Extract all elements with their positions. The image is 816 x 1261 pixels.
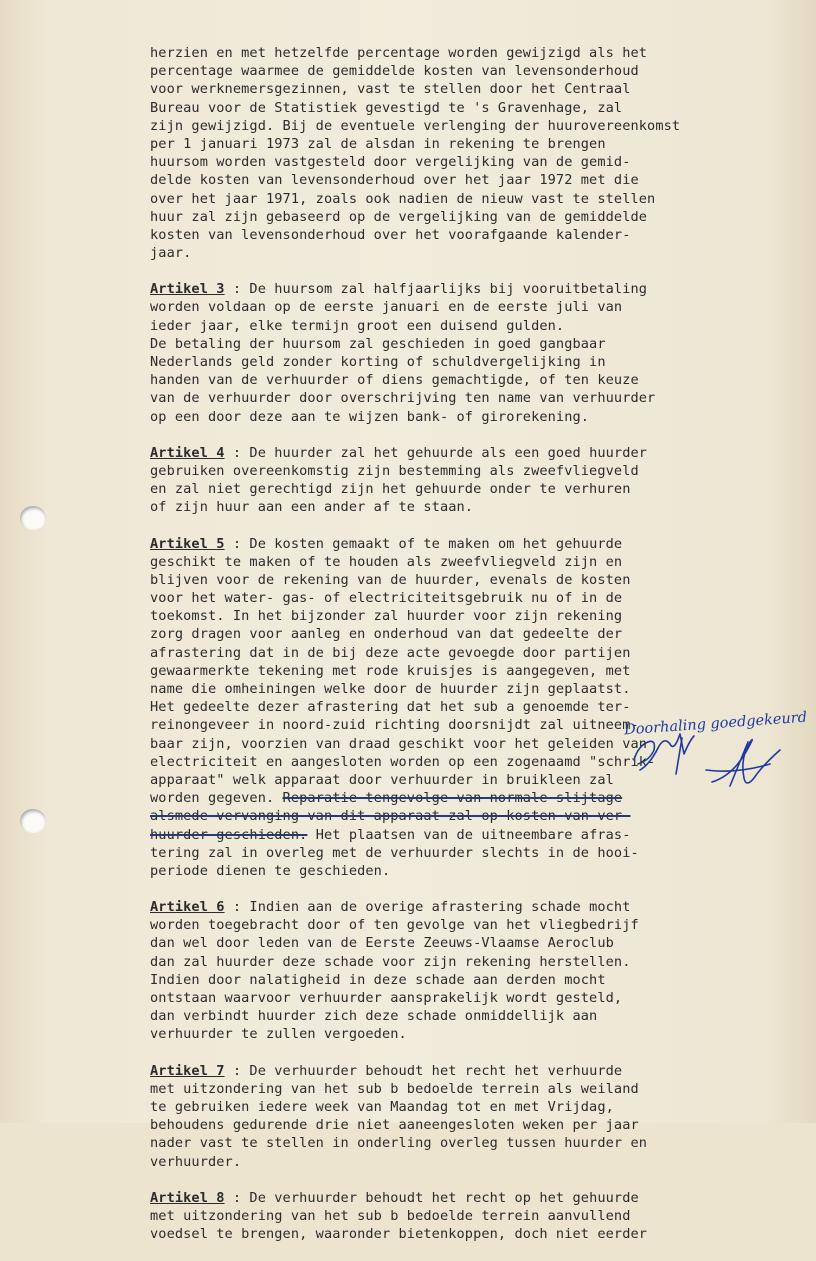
text-line: per 1 januari 1973 zal de alsdan in rekening te brengen: [150, 135, 606, 152]
text-line: zorg dragen voor aanleg en onderhoud van dat gedeelte der: [150, 626, 623, 643]
text-line: voor werknemersgezinnen, vast te stellen door het Centraal: [150, 81, 631, 98]
text-line: gewaarmerkte tekening met rode kruisjes is aangegeven, met: [150, 662, 631, 679]
text-line: toekomst. In het bijzonder zal huurder voor zijn rekening: [150, 608, 623, 625]
text-line: voor het water- gas- of electriciteitsgebruik nu of in de: [150, 590, 623, 607]
text-line: percentage waarmee de gemiddelde kosten van levensonderhoud: [150, 63, 639, 80]
article-heading: Artikel 7: [150, 1062, 225, 1079]
text-line: Nederlands geld zonder korting of schuldvergelijking in: [150, 354, 606, 370]
article-paragraph: [150, 1189, 648, 1244]
text-line: zijn gewijzigd. Bij de eventuele verlenging der huurovereenkomst: [150, 117, 681, 134]
text-line: huursom worden vastgesteld door vergelijking van de gemid-: [150, 154, 631, 171]
article-text: : De kosten gemaakt of te maken om het gehuurde: [224, 535, 623, 552]
article-heading: Artikel 5: [150, 535, 225, 552]
text-line: nader vast te stellen in onderling overleg tussen huurder en: [150, 1135, 648, 1152]
text-line: reinongeveer in noord-zuid richting doorsnijdt zal uitneem-: [150, 717, 639, 734]
struck-text: alsmede vervanging van dit apparaat zal op kosten van ver-: [150, 808, 631, 825]
text-line: name die omheiningen welke door de huurder zijn geplaatst.: [150, 681, 631, 697]
text-line: en zal niet gerechtigd zijn het gehuurde onder te verhuren: [150, 481, 631, 498]
text-line: te gebruiken iedere week van Maandag tot en met Vrijdag,: [150, 1098, 614, 1115]
text-line: ieder jaar, elke termijn groot een duisend gulden.: [150, 317, 565, 334]
text-line: van de verhuurder door overschrijving ten name van verhuurder: [150, 390, 656, 407]
text-line: verhuurder.: [150, 1153, 242, 1170]
text-line: delde kosten van levensonderhoud over het jaar 1972 met die: [150, 172, 639, 189]
article-text: : De verhuurder behoudt het recht het verhuurde: [224, 1062, 623, 1079]
struck-text: huurder geschieden.: [150, 826, 308, 843]
text-line: herzien en met hetzelfde percentage worden gewijzigd als het: [150, 45, 648, 61]
text-line: geschikt te maken of te houden als zweefvliegveld zijn en: [150, 553, 623, 570]
text-line: periode dienen te geschieden.: [150, 862, 391, 879]
text-line: met uitzondering van het sub b bedoelde terrein aanvullend: [150, 1207, 631, 1224]
text-line: [150, 1189, 639, 1207]
signature-stroke: [730, 742, 748, 786]
text-line: apparaat" welk apparaat door verhuurder in bruikleen zal: [150, 771, 614, 788]
text-line: met uitzondering van het sub b bedoelde terrein als weiland: [150, 1080, 639, 1097]
text-line: over het jaar 1971, zoals ook nadien de nieuw vast te stellen: [150, 190, 656, 207]
text-line: verhuurder te zullen vergoeden.: [150, 1026, 407, 1043]
text-line: afrastering dat in de bij deze acte gevoegde door partijen: [150, 644, 631, 661]
text-line: Bureau voor de Statistiek gevestigd te 's Gravenhage, zal: [150, 99, 623, 116]
text-line: Indien door nalatigheid in deze schade aan derden mocht: [150, 971, 606, 988]
text-line: baar zijn, voorzien van draad geschikt voor het geleiden van: [150, 735, 648, 752]
text-segment: Het plaatsen van de uitneembare afras-: [307, 826, 631, 843]
text-line: huur zal zijn gebaseerd op de vergelijking van de gemiddelde: [150, 208, 648, 225]
text-line: worden toegebracht door of ten gevolge van het vliegbedrijf: [150, 917, 639, 934]
text-line: ontstaan waarvoor verhuurder aansprakelijk wordt gesteld,: [150, 990, 623, 1006]
text-line: handen van de verhuurder of diens gemachtigde, of ten keuze: [150, 372, 639, 389]
struck-text: Reparatie tengevolge van normale slijtage: [282, 790, 623, 807]
text-line: gebruiken overeenkomstig zijn bestemming als zweefvliegveld: [150, 462, 639, 479]
article-text: : Indien aan de overige afrastering schade mocht: [224, 899, 631, 916]
article-text: : De huursom zal halfjaarlijks bij vooruitbetaling: [224, 281, 648, 298]
text-line: kosten van levensonderhoud over het voorafgaande kalender-: [150, 226, 631, 243]
article-text: : De huurder zal het gehuurde als een goed huurder: [224, 444, 648, 461]
article-heading: Artikel 4: [150, 444, 225, 461]
text-line: behoudens gedurende drie niet aaneengesloten weken per jaar: [150, 1117, 639, 1134]
handwritten-annotation: Doorhaling goedgekeurd: [623, 709, 808, 739]
text-line: De betaling der huursom zal geschieden in goed gangbaar: [150, 335, 606, 352]
initials-stroke: [640, 734, 694, 770]
text-line: jaar.: [150, 245, 192, 262]
article-heading: Artikel 6: [150, 899, 225, 916]
text-segment: worden gegeven.: [150, 790, 283, 807]
text-line: tering zal in overleg met de verhuurder slechts in de hooi-: [150, 844, 639, 861]
article-heading: Artikel 3: [150, 281, 225, 298]
text-line: electriciteit en aangesloten worden op een zogenaamd "schrik-: [150, 753, 656, 770]
text-line: dan verbindt huurder zich deze schade onmiddellijk aan: [150, 1008, 598, 1025]
text-line: Het gedeelte dezer afrastering dat het sub a genoemde ter-: [150, 699, 631, 716]
text-line: worden voldaan op de eerste januari en de eerste juli van: [150, 299, 623, 316]
text-line: blijven voor de rekening van de huurder, evenals de kosten: [150, 571, 631, 588]
text-line: voedsel te brengen, waaronder bietenkoppen, doch niet eerder: [150, 1226, 648, 1243]
article-heading: Artikel 8: [150, 1189, 225, 1206]
article-text: : De verhuurder behoudt het recht op het gehuurde: [224, 1189, 639, 1206]
initials-stroke: [634, 741, 654, 764]
text-line: dan zal huurder deze schade voor zijn rekening herstellen.: [150, 953, 631, 970]
text-line: of zijn huur aan een ander af te staan.: [150, 499, 474, 516]
text-line: dan wel door leden van de Eerste Zeeuws-Vlaamse Aeroclub: [150, 935, 614, 952]
text-line: op een door deze aan te wijzen bank- of girorekening.: [150, 408, 590, 425]
